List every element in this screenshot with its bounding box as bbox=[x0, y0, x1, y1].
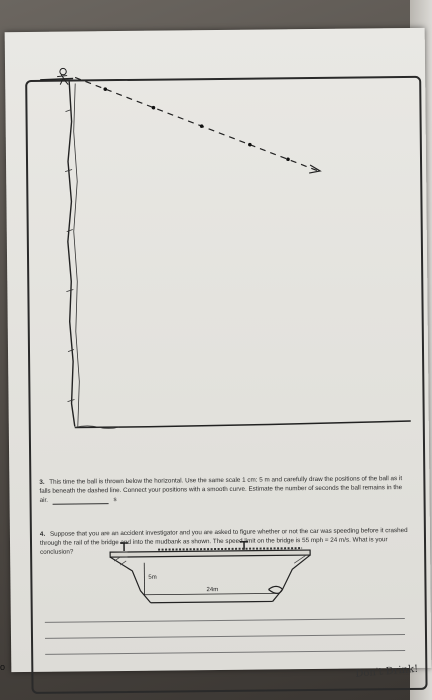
ball-position bbox=[248, 143, 252, 147]
question-4 bbox=[40, 526, 410, 557]
right-bank bbox=[272, 555, 310, 601]
question-number: 3. bbox=[39, 478, 45, 486]
question-text: This time the ball is thrown below the horizontal. Use the same scale 1 cm: 5 m and carefully draw the positions of the ball as it falls beneath the dashed line. Connect your positions with a smooth curve. Estimate the number of seconds the ball remains in the air. bbox=[39, 475, 403, 504]
height-label: 5m bbox=[148, 574, 157, 581]
ground-line bbox=[75, 421, 411, 428]
cliff-top bbox=[40, 79, 73, 80]
answer-unit: s bbox=[113, 496, 117, 504]
distance-label: 24m bbox=[206, 587, 219, 594]
ball-position bbox=[152, 106, 156, 110]
ball-positions bbox=[103, 85, 289, 163]
distance-marker bbox=[145, 593, 277, 594]
ball-position bbox=[200, 124, 204, 128]
ball-position bbox=[103, 87, 107, 91]
dashed-horizontal-line bbox=[75, 75, 318, 174]
thrower-figure bbox=[57, 68, 68, 84]
cliff-face-edge bbox=[72, 83, 80, 426]
riverbed bbox=[151, 601, 273, 602]
question-number: 4. bbox=[39, 530, 46, 538]
ball-position bbox=[286, 157, 290, 161]
worksheet-page bbox=[5, 28, 432, 680]
car-wreck bbox=[268, 586, 282, 593]
signature-doodle: Don't Drink! bbox=[355, 663, 419, 680]
corner-mark: o bbox=[0, 662, 6, 672]
cliff-diagram bbox=[5, 28, 432, 672]
question-text: Suppose that you are an accident investigator and you are asked to figure whether or not the car was speeding before it crashed through the rail of the bridge and into the mudbank as shown. The speed limit on the bridge is 55 mph = 24 m/s. What is your conclusion? bbox=[39, 527, 408, 556]
question-3 bbox=[39, 474, 409, 505]
